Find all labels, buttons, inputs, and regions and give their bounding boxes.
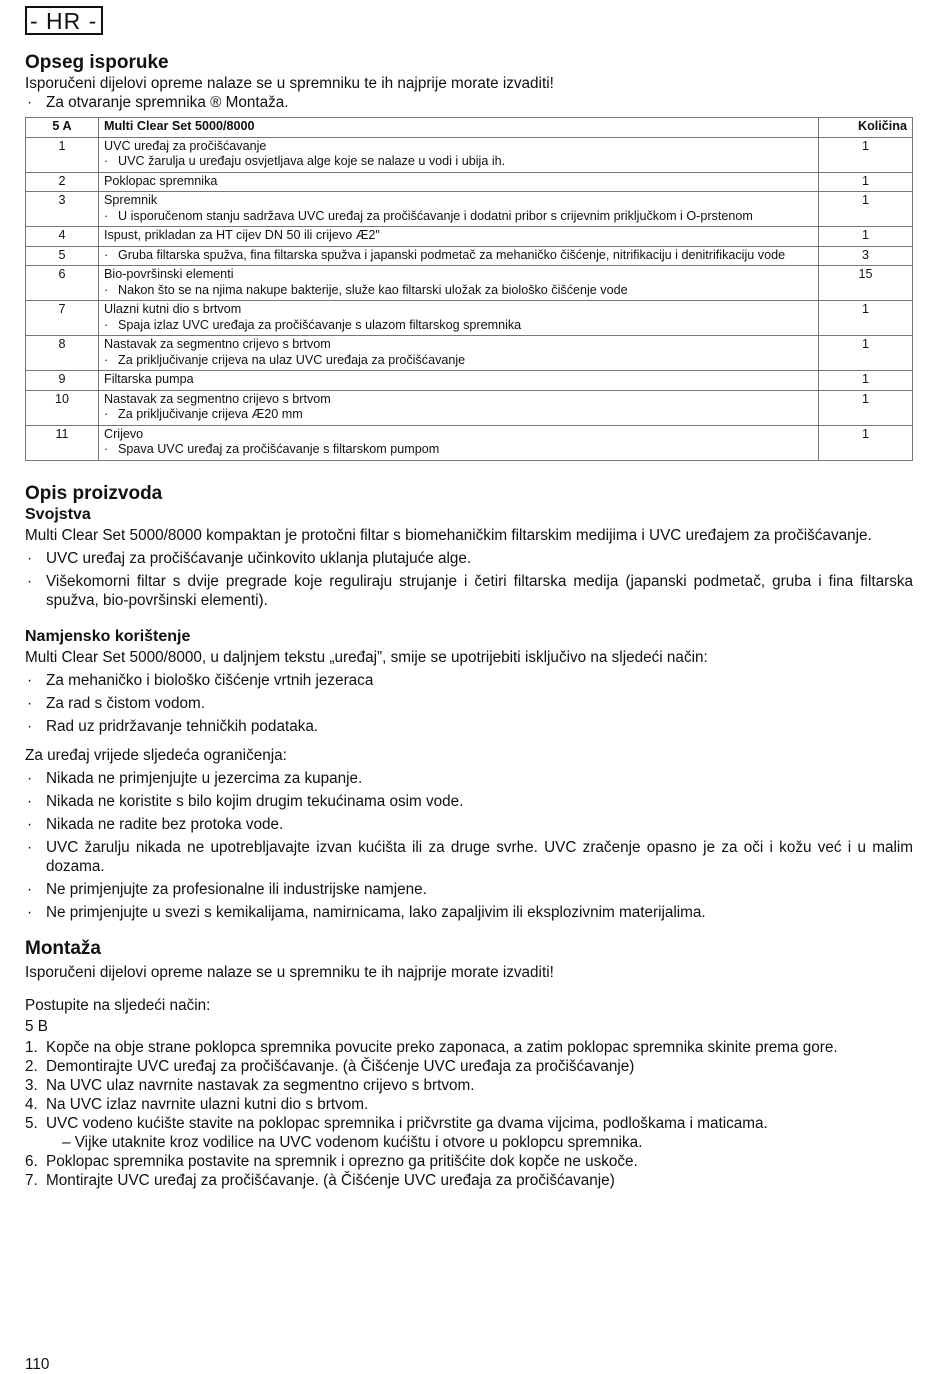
row-number: 7	[26, 301, 99, 336]
row-description	[99, 192, 819, 227]
row-number: 10	[26, 390, 99, 425]
product-bullets	[25, 549, 913, 610]
row-title: Filtarska pumpa	[104, 372, 194, 386]
list-item: · Za mehaničko i biološko čišćenje vrtnih jezeraca	[25, 671, 913, 690]
restrictions-bullets	[25, 769, 913, 922]
scope-notes	[25, 93, 913, 112]
row-quantity: 15	[819, 266, 913, 301]
row-title: Poklopac spremnika	[104, 173, 218, 188]
step-note: – Vijke utaknite kroz vodilice na UVC vodenom kućištu i otvore u poklopcu spremnika.	[62, 1133, 643, 1151]
step-number: 4.	[25, 1095, 38, 1113]
scope-section	[25, 52, 913, 461]
row-title: Ispust, prikladan za HT cijev DN 50 ili crijevo Æ2"	[104, 228, 380, 242]
row-quantity: 1	[819, 390, 913, 425]
list-item: · Višekomorni filtar s dvije pregrade koje reguliraju strujanje i četiri filtarska medija (japanski podmetač, gruba i fina filtarska spužva, bio-površinski elementi).	[25, 572, 913, 610]
features-heading: Svojstva	[25, 505, 91, 523]
header-num: 5 A	[26, 118, 99, 138]
assembly-figure-ref: 5 B	[25, 1017, 48, 1035]
table-row	[26, 336, 913, 371]
row-description	[99, 371, 819, 391]
row-number: 2	[26, 172, 99, 192]
table-row	[26, 390, 913, 425]
scope-table	[25, 117, 913, 461]
scope-heading: Opseg isporuke	[25, 52, 169, 73]
row-description	[99, 390, 819, 425]
step-text: Na UVC ulaz navrnite nastavak za segmentno crijevo s brtvom.	[46, 1076, 475, 1094]
step-text: Na UVC izlaz navrnite ulazni kutni dio s brtvom.	[46, 1095, 369, 1113]
row-description	[99, 425, 819, 460]
row-number: 9	[26, 371, 99, 391]
row-title: Bio-površinski elementi	[104, 267, 234, 281]
step-text: Kopče na obje strane poklopca spremnika povucite preko zaponaca, a zatim poklopac spremnika skinite prema gore.	[46, 1038, 838, 1056]
scope-table-body	[26, 137, 913, 460]
intended-use-heading: Namjensko korištenje	[25, 627, 191, 645]
assembly-step	[25, 1114, 913, 1152]
scope-table-header	[26, 118, 913, 138]
intended-use-section	[25, 627, 913, 922]
scope-open-note: · Za otvaranje spremnika ® Montaža.	[25, 93, 913, 112]
language-tag: - HR -	[25, 6, 103, 35]
assembly-step	[25, 1057, 913, 1076]
row-quantity: 1	[819, 137, 913, 172]
row-number: 5	[26, 246, 99, 266]
table-row	[26, 227, 913, 247]
row-description	[99, 301, 819, 336]
product-section	[25, 483, 913, 610]
row-title: Ulazni kutni dio s brtvom	[104, 302, 242, 316]
step-number: 6.	[25, 1152, 38, 1170]
row-quantity: 1	[819, 371, 913, 391]
assembly-step	[25, 1171, 913, 1190]
row-number: 4	[26, 227, 99, 247]
row-number: 8	[26, 336, 99, 371]
step-text: Demontirajte UVC uređaj za pročišćavanje. (à Čišćenje UVC uređaja za pročišćavanje)	[46, 1057, 635, 1075]
row-quantity: 1	[819, 336, 913, 371]
row-number: 11	[26, 425, 99, 460]
page-content	[25, 6, 913, 1190]
row-detail: · U isporučenom stanju sadržava UVC uređaj za pročišćavanje i dodatni pribor s crijevnim priključkom i O-prstenom	[104, 209, 813, 225]
product-heading: Opis proizvoda	[25, 482, 163, 504]
header-quantity: Količina	[819, 118, 913, 138]
table-row	[26, 172, 913, 192]
row-detail: · Nakon što se na njima nakupe bakterije, služe kao filtarski uložak za biološko čišćenje vode	[104, 283, 813, 299]
step-text: Montirajte UVC uređaj za pročišćavanje. (à Čišćenje UVC uređaja za pročišćavanje)	[46, 1171, 615, 1189]
table-row	[26, 266, 913, 301]
row-quantity: 3	[819, 246, 913, 266]
assembly-step	[25, 1152, 913, 1171]
list-item: · UVC uređaj za pročišćavanje učinkovito uklanja plutajuće alge.	[25, 549, 913, 568]
row-detail: · Za priključivanje crijeva Æ20 mm	[104, 407, 813, 423]
assembly-intro: Isporučeni dijelovi opreme nalaze se u spremniku te ih najprije morate izvaditi!	[25, 963, 554, 981]
row-detail: · Spava UVC uređaj za pročišćavanje s filtarskom pumpom	[104, 442, 813, 458]
table-row	[26, 301, 913, 336]
row-title: Nastavak za segmentno crijevo s brtvom	[104, 391, 331, 406]
list-item: · Za rad s čistom vodom.	[25, 694, 913, 713]
row-detail: · UVC žarulja u uređaju osvjetljava alge koje se nalaze u vodi i ubija ih.	[104, 154, 813, 170]
header-description: Multi Clear Set 5000/8000	[99, 118, 819, 138]
row-title: UVC uređaj za pročišćavanje	[104, 138, 267, 153]
table-row	[26, 192, 913, 227]
scope-intro: Isporučeni dijelovi opreme nalaze se u spremniku te ih najprije morate izvaditi!	[25, 75, 554, 92]
row-quantity: 1	[819, 192, 913, 227]
row-description	[99, 172, 819, 192]
assembly-proceed: Postupite na sljedeći način:	[25, 996, 211, 1014]
row-description	[99, 227, 819, 247]
page-number: 110	[25, 1356, 50, 1373]
row-number: 1	[26, 137, 99, 172]
intended-use-bullets	[25, 671, 913, 736]
row-description	[99, 336, 819, 371]
row-description	[99, 137, 819, 172]
step-text: UVC vodeno kućište stavite na poklopac spremnika i pričvrstite ga dvama vijcima, podloškama i maticama.	[46, 1114, 768, 1132]
assembly-heading: Montaža	[25, 937, 101, 959]
list-item: · Nikada ne radite bez protoka vode.	[25, 815, 913, 834]
list-item: · Rad uz pridržavanje tehničkih podataka.	[25, 717, 913, 736]
table-row	[26, 425, 913, 460]
step-number: 2.	[25, 1057, 38, 1075]
assembly-step	[25, 1076, 913, 1095]
list-item: · UVC žarulju nikada ne upotrebljavajte izvan kućišta ili za druge svrhe. UVC zračenje opasno je za oči i kožu već i u malim dozama.	[25, 838, 913, 876]
row-quantity: 1	[819, 425, 913, 460]
step-number: 3.	[25, 1076, 38, 1094]
assembly-step	[25, 1038, 913, 1057]
step-number: 7.	[25, 1171, 38, 1189]
row-description	[99, 246, 819, 266]
step-text: Poklopac spremnika postavite na spremnik i oprezno ga pritišćite dok kopče ne uskoče.	[46, 1152, 638, 1170]
table-row	[26, 371, 913, 391]
list-item: · Ne primjenjujte za profesionalne ili industrijske namjene.	[25, 880, 913, 899]
row-detail: · Za priključivanje crijeva na ulaz UVC uređaja za pročišćavanje	[104, 353, 813, 369]
intended-use-intro: Multi Clear Set 5000/8000, u daljnjem tekstu „uređaj”, smije se upotrijebiti isključivo na sljedeći način:	[25, 648, 708, 666]
list-item: · Nikada ne koristite s bilo kojim drugim tekućinama osim vode.	[25, 792, 913, 811]
assembly-steps	[25, 1038, 913, 1190]
table-row	[26, 246, 913, 266]
step-number: 1.	[25, 1038, 38, 1056]
restrictions-intro: Za uređaj vrijede sljedeća ograničenja:	[25, 746, 287, 764]
row-detail: · Gruba filtarska spužva, fina filtarska spužva i japanski podmetač za mehaničko čišćenje, nitrifikaciju i denitrifikaciju vode	[104, 248, 813, 264]
row-number: 6	[26, 266, 99, 301]
list-item: · Nikada ne primjenjujte u jezercima za kupanje.	[25, 769, 913, 788]
row-title: Spremnik	[104, 193, 158, 207]
row-detail: · Spaja izlaz UVC uređaja za pročišćavanje s ulazom filtarskog spremnika	[104, 318, 813, 334]
assembly-step	[25, 1095, 913, 1114]
row-description	[99, 266, 819, 301]
row-title: Nastavak za segmentno crijevo s brtvom	[104, 337, 331, 351]
product-intro: Multi Clear Set 5000/8000 kompaktan je protočni filtar s biomehaničkim filtarskim medijima i UVC uređajem za pročišćavanje.	[25, 526, 872, 544]
assembly-section	[25, 938, 913, 1190]
table-row	[26, 137, 913, 172]
list-item: · Ne primjenjujte u svezi s kemikalijama, namirnicama, lako zapaljivim ili eksplozivnim materijalima.	[25, 903, 913, 922]
row-quantity: 1	[819, 227, 913, 247]
row-title: Crijevo	[104, 426, 144, 441]
row-number: 3	[26, 192, 99, 227]
step-number: 5.	[25, 1114, 38, 1132]
row-quantity: 1	[819, 301, 913, 336]
row-quantity: 1	[819, 172, 913, 192]
